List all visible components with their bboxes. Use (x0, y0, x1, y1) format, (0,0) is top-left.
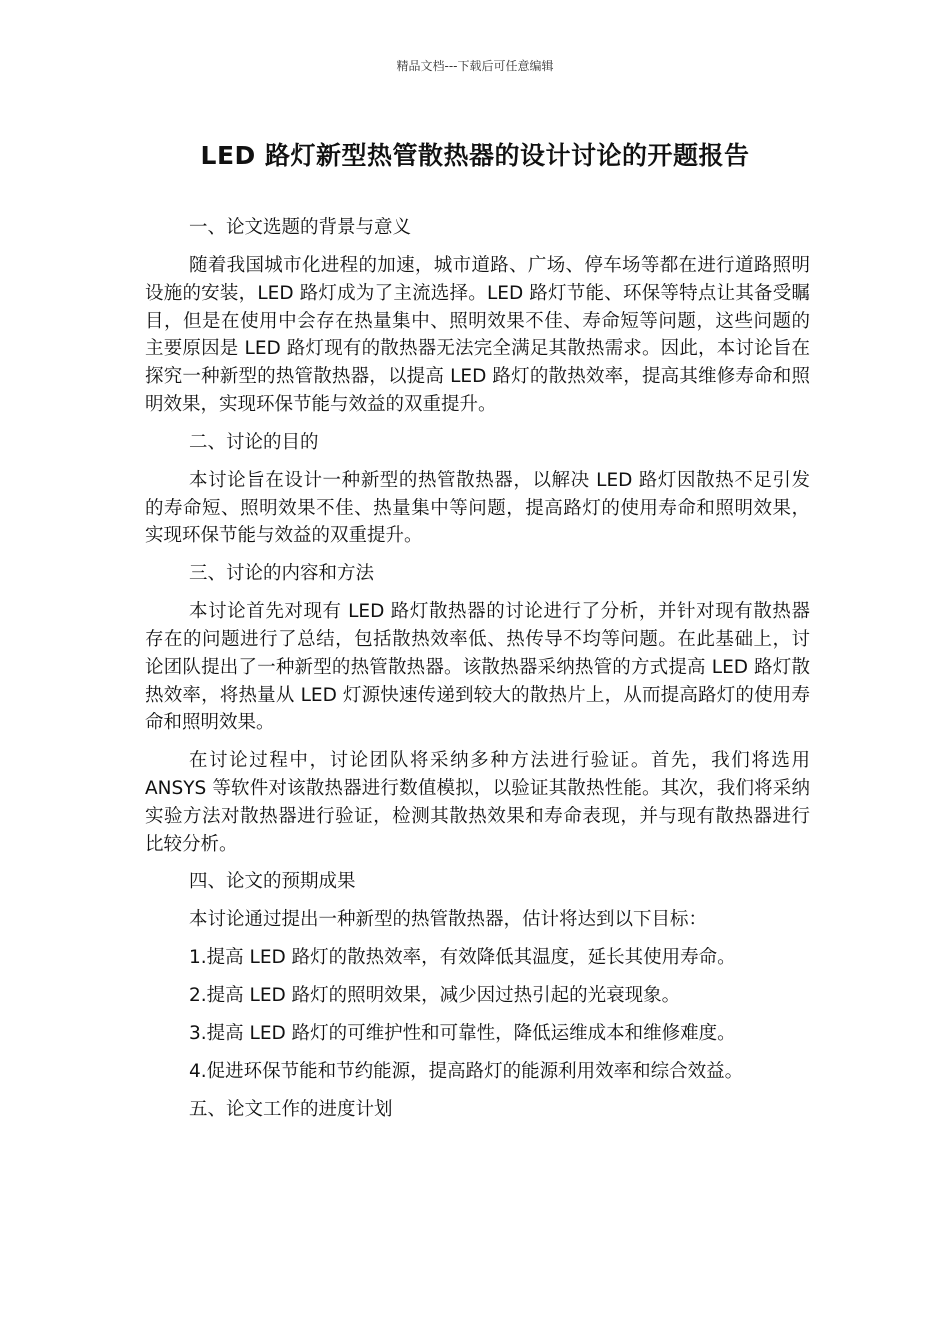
paragraph-method: 在讨论过程中，讨论团队将采纳多种方法进行验证。首先，我们将选用 ANSYS 等软件对该散热器进行数值模拟，以验证其散热性能。其次，我们将采纳实验方法对散热器进行验证，检测其散热效果和寿命表现，并与现有散热器进行比较分析。 (145, 750, 810, 855)
paragraph-background: 随着我国城市化进程的加速，城市道路、广场、停车场等都在进行道路照明设施的安装，LED 路灯成为了主流选择。LED 路灯节能、环保等特点让其备受瞩目，但是在使用中会存在热量集中、照明效果不佳、寿命短等问题，这些问题的主要原因是 LED 路灯现有的散热器无法完全满足其散热需求。因此，本讨论旨在探究一种新型的热管散热器，以提高 LED 路灯的散热效率，提高其维修寿命和照明效果，实现环保节能与效益的双重提升。 (145, 255, 810, 415)
list-item: 3.提高 LED 路灯的可维护性和可靠性，降低运维成本和维修难度。 (189, 1023, 736, 1045)
list-item: 2.提高 LED 路灯的照明效果，减少因过热引起的光衰现象。 (189, 985, 681, 1007)
section-heading-schedule: 五、论文工作的进度计划 (189, 1099, 393, 1121)
section-heading-expected-results: 四、论文的预期成果 (189, 871, 356, 893)
section-heading-purpose: 二、讨论的目的 (189, 431, 319, 453)
document-body (145, 214, 810, 1134)
section-heading-background: 一、论文选题的背景与意义 (189, 217, 412, 238)
list-item: 1.提高 LED 路灯的散热效率，有效降低其温度，延长其使用寿命。 (189, 947, 736, 969)
list-item: 4.促进环保节能和节约能源，提高路灯的能源利用效率和综合效益。 (189, 1061, 744, 1083)
page-header: 精品文档---下载后可任意编辑 (396, 59, 554, 73)
paragraph-content: 本讨论首先对现有 LED 路灯散热器的讨论进行了分析，并针对现有散热器存在的问题进行了总结，包括散热效率低、热传导不均等问题。在此基础上，讨论团队提出了一种新型的热管散热器。该散热器采纳热管的方式提高 LED 路灯散热效率，将热量从 LED 灯源快速传递到较大的散热片上，从而提高路灯的使用寿命和照明效果。 (145, 601, 810, 734)
section-heading-content-method: 三、讨论的内容和方法 (189, 563, 375, 585)
expected-results-intro: 本讨论通过提出一种新型的热管散热器，估计将达到以下目标： (189, 909, 708, 931)
document-title: LED 路灯新型热管散热器的设计讨论的开题报告 (200, 141, 750, 170)
paragraph-purpose: 本讨论旨在设计一种新型的热管散热器，以解决 LED 路灯因散热不足引发的寿命短、照明效果不佳、热量集中等问题，提高路灯的使用寿命和照明效果，实现环保节能与效益的双重提升。 (145, 469, 810, 547)
